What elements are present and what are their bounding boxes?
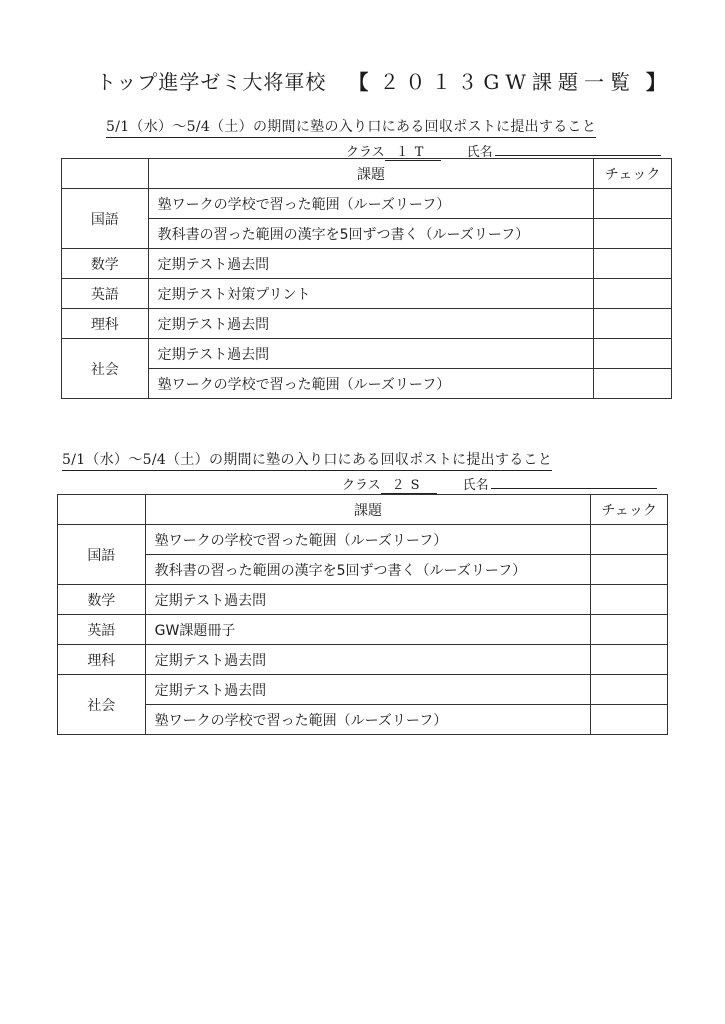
- task-cell: 教科書の習った範囲の漢字を5回ずつ書く（ルーズリーフ）: [145, 555, 591, 585]
- task-cell: GW課題冊子: [145, 615, 591, 645]
- title-open-bracket: 【: [348, 70, 370, 94]
- subject-english: 英語: [58, 615, 146, 645]
- task-cell: 定期テスト過去問: [145, 675, 591, 705]
- table-row: [62, 249, 672, 279]
- class-value: １T: [385, 141, 441, 161]
- assignment-list-title: ２０１３GW課題一覧: [379, 70, 636, 94]
- class-value: ２S: [381, 474, 437, 494]
- table-row: [62, 279, 672, 309]
- class-name-row-2: [342, 474, 657, 494]
- table-header-row: [58, 495, 668, 525]
- check-header: チェック: [594, 159, 672, 189]
- subject-english: 英語: [62, 279, 149, 309]
- submission-instruction-1: 5/1（水）～5/4（土）の期間に塾の入り口にある回収ポストに提出すること: [106, 116, 596, 138]
- check-box[interactable]: [594, 189, 672, 219]
- subject-math: 数学: [58, 585, 146, 615]
- subject-science: 理科: [62, 309, 149, 339]
- subject-header: [58, 495, 146, 525]
- task-cell: 塾ワークの学校で習った範囲（ルーズリーフ）: [148, 369, 594, 399]
- subject-japanese: 国語: [58, 525, 146, 585]
- task-header: 課題: [148, 159, 594, 189]
- task-cell: 定期テスト過去問: [145, 645, 591, 675]
- table-row: [58, 675, 668, 705]
- subject-math: 数学: [62, 249, 149, 279]
- subject-social: 社会: [58, 675, 146, 735]
- table-row: [58, 525, 668, 555]
- subject-social: 社会: [62, 339, 149, 399]
- school-name: トップ進学ゼミ大将軍校: [96, 70, 327, 94]
- table-row: [62, 189, 672, 219]
- check-box[interactable]: [594, 369, 672, 399]
- table-row: [58, 615, 668, 645]
- check-box[interactable]: [594, 249, 672, 279]
- class-label: クラス: [346, 145, 385, 160]
- assignment-table-2: [57, 494, 668, 735]
- check-box[interactable]: [591, 675, 668, 705]
- check-box[interactable]: [594, 339, 672, 369]
- name-label: 氏名: [466, 145, 493, 160]
- table-row: [62, 219, 672, 249]
- check-header: チェック: [591, 495, 668, 525]
- task-cell: 定期テスト過去問: [148, 249, 594, 279]
- task-cell: 定期テスト過去問: [145, 585, 591, 615]
- subject-science: 理科: [58, 645, 146, 675]
- submission-instruction-2: 5/1（水）～5/4（土）の期間に塾の入り口にある回収ポストに提出すること: [62, 449, 552, 471]
- name-field[interactable]: [491, 476, 657, 489]
- task-cell: 塾ワークの学校で習った範囲（ルーズリーフ）: [145, 525, 591, 555]
- check-box[interactable]: [594, 219, 672, 249]
- check-box[interactable]: [591, 555, 668, 585]
- task-header: 課題: [145, 495, 591, 525]
- check-box[interactable]: [591, 615, 668, 645]
- table-row: [62, 369, 672, 399]
- task-cell: 塾ワークの学校で習った範囲（ルーズリーフ）: [145, 705, 591, 735]
- check-box[interactable]: [591, 705, 668, 735]
- assignment-table-1: [61, 158, 672, 399]
- check-box[interactable]: [591, 585, 668, 615]
- task-cell: 定期テスト過去問: [148, 339, 594, 369]
- table-row: [58, 585, 668, 615]
- document-title: [96, 66, 696, 95]
- task-cell: 塾ワークの学校で習った範囲（ルーズリーフ）: [148, 189, 594, 219]
- name-field[interactable]: [495, 143, 661, 156]
- table-row: [58, 555, 668, 585]
- class-label: クラス: [342, 478, 381, 493]
- title-close-bracket: 】: [645, 70, 667, 94]
- table-row: [62, 309, 672, 339]
- table-row: [58, 705, 668, 735]
- table-row: [62, 339, 672, 369]
- check-box[interactable]: [591, 645, 668, 675]
- check-box[interactable]: [591, 525, 668, 555]
- task-cell: 教科書の習った範囲の漢字を5回ずつ書く（ルーズリーフ）: [148, 219, 594, 249]
- check-box[interactable]: [594, 309, 672, 339]
- task-cell: 定期テスト対策プリント: [148, 279, 594, 309]
- check-box[interactable]: [594, 279, 672, 309]
- subject-japanese: 国語: [62, 189, 149, 249]
- table-row: [58, 645, 668, 675]
- name-label: 氏名: [462, 478, 489, 493]
- subject-header: [62, 159, 149, 189]
- task-cell: 定期テスト過去問: [148, 309, 594, 339]
- table-header-row: [62, 159, 672, 189]
